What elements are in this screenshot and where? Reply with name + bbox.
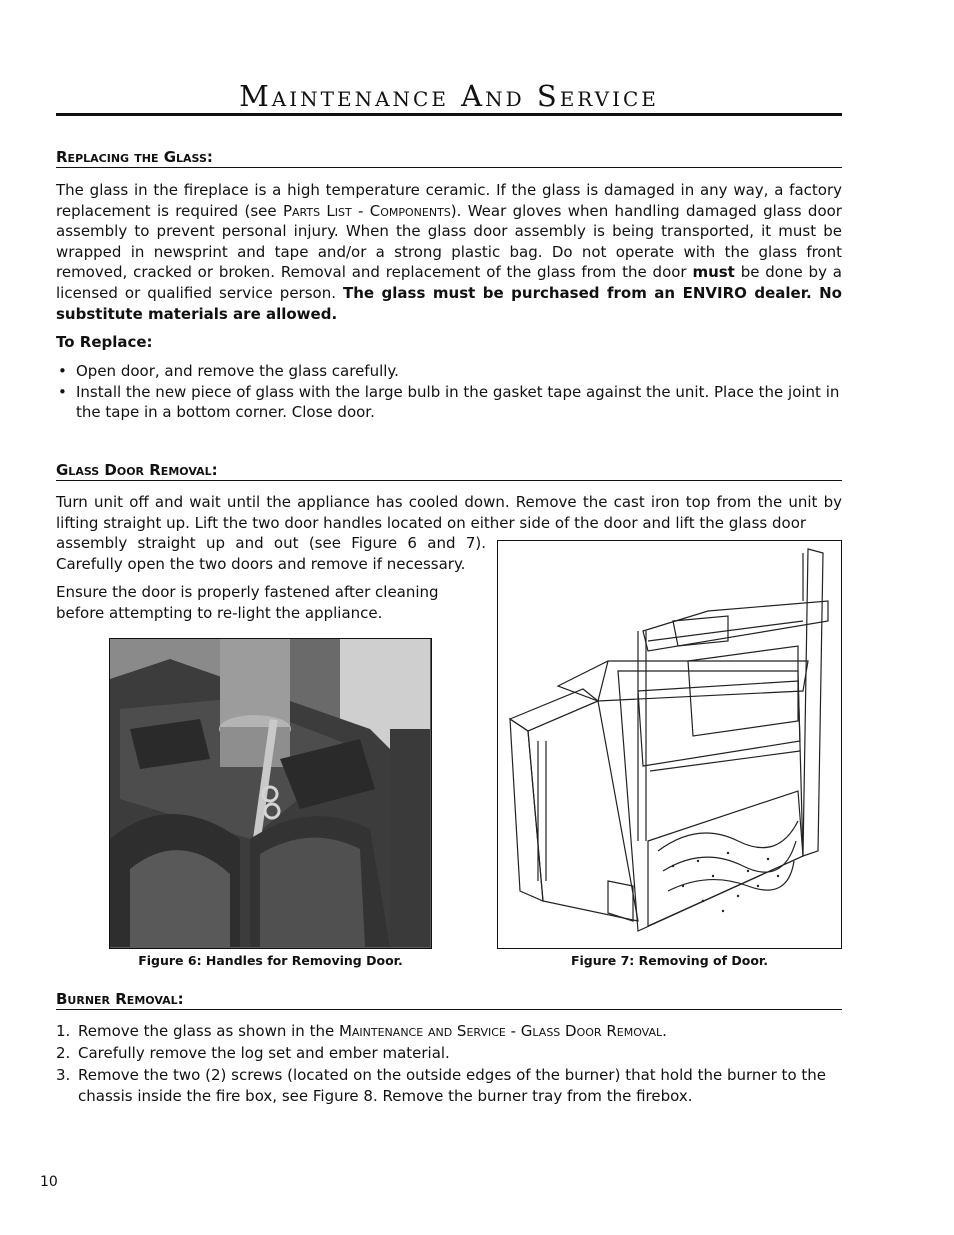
list-item: 2. Carefully remove the log set and ember material.: [56, 1044, 450, 1062]
to-replace-heading: To Replace:: [56, 333, 153, 351]
list-item-text: Carefully remove the log set and ember material.: [78, 1044, 450, 1062]
page-number: 10: [40, 1174, 58, 1190]
figure-7-caption: Figure 7: Removing of Door.: [570, 953, 769, 968]
glass-text-c: be done by a licensed or qualified service person.: [56, 263, 842, 302]
section-heading-glass-door-removal: Glass Door Removal:: [56, 461, 842, 481]
door-removal-illustration: [498, 541, 840, 947]
figure-6-photo: [109, 638, 432, 949]
replace-steps-list: [56, 361, 842, 423]
page-title: Maintenance And Service: [239, 79, 659, 113]
list-item-text-b: .: [662, 1022, 667, 1040]
door-paragraph-tail: assembly straight up and out (see Figure 6 and 7). Carefully open the two doors and remove if necessary.: [56, 534, 486, 573]
list-item-text: Open door, and remove the glass carefully.: [76, 362, 399, 380]
list-item-text: Remove the two (2) screws (located on the outside edges of the burner) that hold the burner to the chassis inside the fire box, see Figure 8. Remove the burner tray from the firebox.: [78, 1066, 827, 1105]
glass-text-dealer-warning: The glass must be purchased from an ENVIRO dealer. No substitute materials are allowed.: [56, 283, 842, 323]
list-item-text-a: Remove the glass as shown in the: [78, 1022, 339, 1040]
section-heading-replacing-glass: Replacing the Glass:: [56, 148, 842, 168]
glass-text-a: The glass in the fireplace is a high temperature ceramic. If the glass is damaged in any way, a factory replacement is required (see: [56, 181, 842, 220]
figure-7-drawing: [497, 540, 842, 949]
burner-steps-list: [56, 1021, 842, 1108]
list-item-text: Install the new piece of glass with the large bulb in the gasket tape against the unit. Place the joint in the tape in a bottom corner. Close door.: [76, 382, 840, 422]
glass-door-removal-reference: Maintenance and Service - Glass Door Removal: [338, 1022, 663, 1040]
list-item: • Open door, and remove the glass carefully.: [58, 362, 399, 380]
title-rule: [56, 113, 842, 116]
door-paragraph-ensure: Ensure the door is properly fastened after cleaning before attempting to re-light the appliance.: [56, 583, 439, 622]
glass-text-must: must: [692, 263, 735, 282]
fireplace-handles-illustration: [110, 639, 430, 947]
list-item: • Install the new piece of glass with the large bulb in the gasket tape against the unit. Place the joint in the tape in a bottom corner. Close door.: [58, 382, 840, 422]
glass-paragraph: [56, 180, 842, 324]
parts-list-reference: Parts List - Components: [282, 201, 451, 220]
list-item: 1. Remove the glass as shown in the Maintenance and Service - Glass Door Removal.: [56, 1022, 667, 1040]
figure-6-caption: Figure 6: Handles for Removing Door.: [138, 953, 403, 968]
list-item: 3. Remove the two (2) screws (located on the outside edges of the burner) that hold the burner to the chassis inside the fire box, see Figure 8. Remove the burner tray from the firebox.: [56, 1066, 827, 1105]
section-heading-burner-removal: Burner Removal:: [56, 990, 842, 1010]
glass-text-b: ). Wear gloves when handling damaged glass door assembly to prevent personal injury. When the glass door assembly is being transported, it must be wrapped in newsprint and tape and/or a strong plastic bag. Do not operate with the glass front removed, cracked or broken. Removal and replacement of the glass from the door: [56, 201, 842, 282]
door-paragraph-full: Turn unit off and wait until the appliance has cooled down. Remove the cast iron top from the unit by lifting straight up. Lift the two door handles located on either side of the door and lift the glass door: [56, 493, 842, 532]
